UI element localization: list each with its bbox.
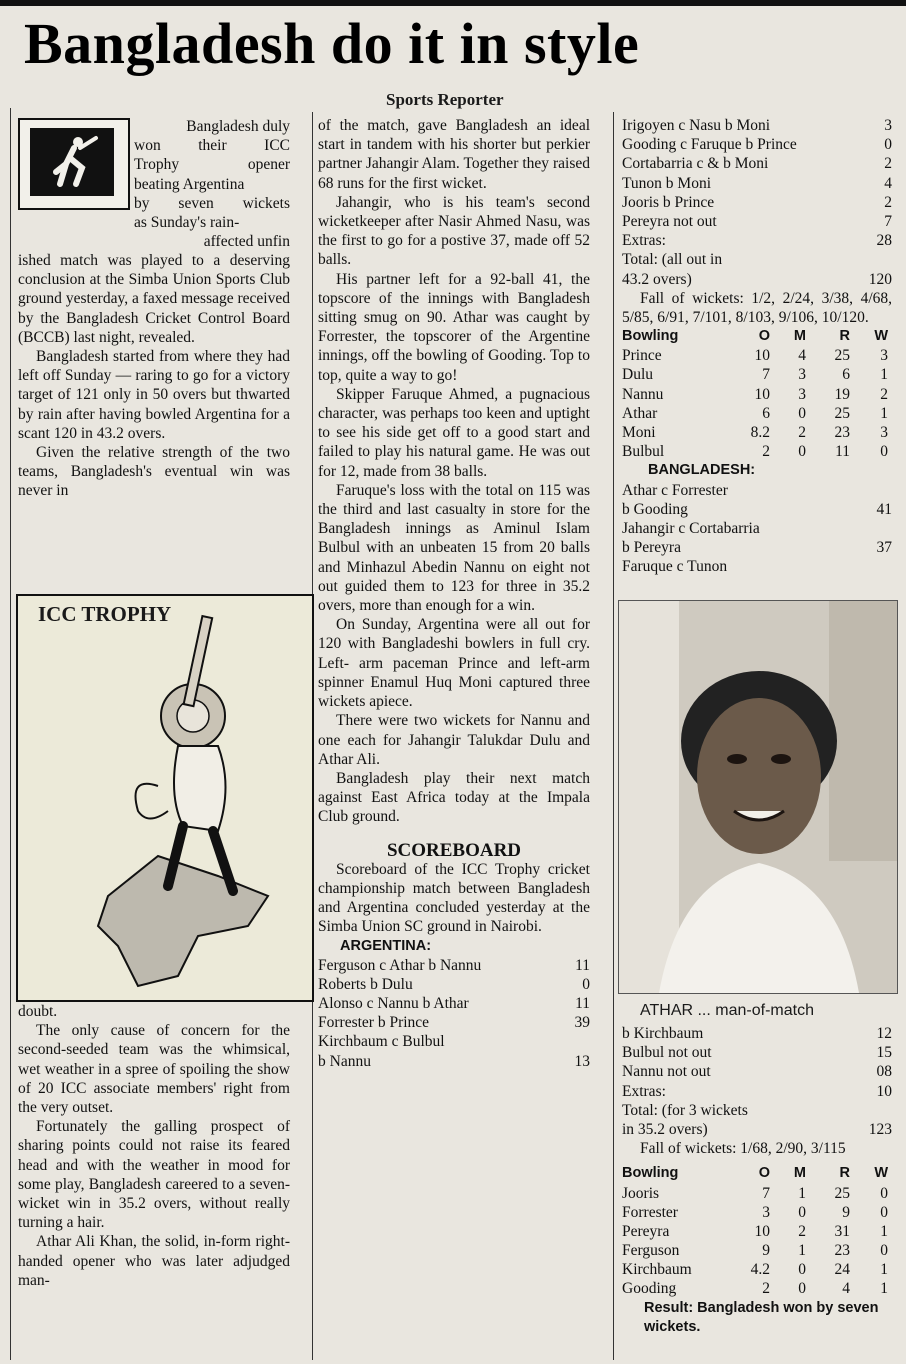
batsman-runs: 11	[575, 956, 590, 974]
batsman-name: Faruque c Tunon	[622, 558, 728, 576]
argentina-batting-row	[318, 975, 590, 994]
bowler-name: Moni	[622, 424, 656, 442]
intro-line: Trophy opener	[134, 156, 290, 174]
bowling-figure: 4	[842, 1280, 850, 1298]
bowling-figure: 3	[798, 366, 806, 384]
bowling-figure: 4	[798, 347, 806, 365]
bowling-row	[622, 442, 892, 461]
batsman-name: b Gooding	[622, 500, 688, 518]
batsman-runs: 08	[876, 1063, 892, 1081]
batsman-name: Cortabarria c & b Moni	[622, 155, 769, 173]
bangladesh-label: BANGLADESH:	[648, 462, 756, 479]
batsman-name: Forrester b Prince	[318, 1014, 430, 1032]
bowling-header-cell: R	[839, 1165, 850, 1182]
bowling-figure: 25	[834, 1184, 850, 1202]
batsman-runs: 4	[884, 174, 892, 192]
batsman-name: Extras:	[622, 1082, 666, 1100]
argentina-total-overs: 43.2 overs)	[622, 270, 692, 288]
argentina-total-line: Total: (all out in	[622, 251, 723, 269]
bangladesh-total-row	[622, 1120, 892, 1139]
batsman-name: Pereyra not out	[622, 212, 717, 230]
batsman-name: Bulbul not out	[622, 1044, 712, 1062]
paragraph: Fortunately the galling prospect of sharing points could not raise its feared head and with the weather in mood for some play, Bangladesh careered to a seven- wicket win in 35.2 overs, without really turning a hair.	[18, 1118, 290, 1232]
bowling-figure: 31	[834, 1222, 850, 1240]
bowling-figure: 3	[880, 347, 888, 365]
batsman-runs: 10	[876, 1082, 892, 1100]
bowling-figure: 19	[834, 385, 850, 403]
batsman-name: Extras:	[622, 232, 666, 250]
batsman-runs: 28	[876, 232, 892, 250]
bangladesh-total-runs: 123	[868, 1120, 892, 1138]
batsman-name: Jooris b Prince	[622, 193, 715, 211]
bangladesh-batting-row	[622, 557, 892, 576]
bangladesh-batting-row	[622, 1082, 892, 1101]
batsman-runs: 11	[575, 995, 590, 1013]
bowler-name: Pereyra	[622, 1222, 670, 1240]
bowler-name: Ferguson	[622, 1242, 680, 1260]
argentina-batting-row	[622, 212, 892, 231]
paragraph: Faruque's loss with the total on 115 was the third and last casualty in store for the Bangladesh innings as Aminul Islam Bulbul with an unbeaten 15 from 20 balls and Minhazul Abedin Nannu on eight not out guided them to 123 for three in 35.2 overs, more than enough for a win.	[318, 481, 590, 615]
bowling-row	[622, 346, 892, 365]
argentina-batting-list	[318, 956, 590, 1071]
bowling-figure: 23	[834, 1242, 850, 1260]
bowler-name: Prince	[622, 347, 662, 365]
bowling-header-cell: Bowling	[622, 328, 679, 345]
bowling-header-cell: O	[758, 328, 770, 345]
batsman-name: b Nannu	[318, 1052, 371, 1070]
bowling-figure: 1	[880, 1222, 888, 1240]
icc-trophy-illustration	[16, 594, 314, 1002]
bowling-figure: 3	[880, 424, 888, 442]
paragraph: Athar Ali Khan, the solid, in-form right-handed opener who was later adjudged man-	[18, 1233, 290, 1289]
paragraph: Jahangir, who is his team's second wicketkeeper after Nasir Ahmed Nasu, was the first to go for a postive 37, made off 52 balls.	[318, 193, 590, 269]
paragraph: Skipper Faruque Ahmed, a pugnacious character, was perhaps too keen and uptight to see his side get off to a good start and failed to play his natural game. He was out for 12, made from 38 balls.	[318, 385, 590, 480]
intro-line: Bangladesh duly	[186, 118, 290, 135]
bowling-row	[622, 1222, 892, 1241]
argentina-batting-row	[318, 1013, 590, 1032]
paragraph: Given the relative strength of the two teams, Bangladesh's eventual win was never in	[18, 444, 290, 500]
intro-line: affected unfin	[203, 233, 290, 251]
col1-body	[18, 251, 290, 501]
match-result: Result: Bangladesh won by seven wickets.	[644, 1299, 879, 1335]
intro-line: by seven wickets	[134, 194, 290, 212]
headline: Bangladesh do it in style	[24, 11, 640, 76]
batsman-runs: 2	[884, 155, 892, 173]
batsman-runs: 7	[884, 212, 892, 230]
batsman-runs: 3	[884, 117, 892, 134]
byline: Sports Reporter	[386, 90, 504, 109]
argentina-batting-row	[318, 1052, 590, 1071]
batsman-name: Athar c Forrester	[622, 481, 728, 499]
bowling-figure: 0	[798, 1203, 806, 1221]
batsman-runs: 12	[876, 1025, 892, 1042]
scoreboard-heading: SCOREBOARD	[386, 839, 522, 861]
bowling-figure: 0	[880, 1184, 888, 1202]
batsman-name: Roberts b Dulu	[318, 975, 413, 993]
bangladesh-batting-list-continued	[622, 1024, 892, 1101]
bangladesh-batting-row	[622, 1024, 892, 1043]
paragraph: On Sunday, Argentina were all out for 120 with Bangladeshi bowlers in full cry. Left- arm paceman Prince and left-arm spinner Enamul Huq Moni captured three wickets apiece.	[318, 616, 590, 711]
trophy-title: ICC TROPHY	[38, 602, 172, 626]
col3-top	[622, 116, 892, 577]
bowling-figure: 9	[762, 1242, 770, 1260]
bowling-figure: 9	[842, 1203, 850, 1221]
intro-line: as Sunday's rain-	[134, 214, 240, 232]
bowling-figure: 1	[798, 1184, 806, 1202]
scoreboard-intro: Scoreboard of the ICC Trophy cricket championship match between Bangladesh and Argentina concluded yesterday at the Simba Union SC ground in Nairobi.	[318, 860, 590, 936]
bowling-figure: 0	[798, 1280, 806, 1298]
bowler-name: Dulu	[622, 366, 653, 384]
bangladesh-batting-list	[622, 481, 892, 577]
bowling-header-cell: W	[874, 328, 888, 345]
paragraph: Bangladesh started from where they had left off Sunday — raring to go for a victory target of 121 only in 50 overs but thwarted by rain after having bowled Argentina for a scant 120 in 43.2 overs.	[18, 348, 290, 442]
bangladesh-batting-row	[622, 1062, 892, 1081]
argentina-total-runs: 120	[868, 270, 892, 288]
bowling-figure: 1	[798, 1242, 806, 1260]
bangladesh-bowling-table	[622, 327, 892, 461]
batsman-name: Kirchbaum c Bulbul	[318, 1033, 445, 1051]
bowling-row	[622, 404, 892, 423]
bowling-figure: 0	[798, 443, 806, 461]
bowling-figure: 10	[754, 347, 770, 365]
bowling-row	[622, 1260, 892, 1279]
bowling-figure: 2	[798, 424, 806, 442]
batsman-name: Jahangir c Cortabarria	[622, 520, 760, 537]
argentina-batting-row	[622, 154, 892, 173]
paragraph: ished match was played to a deserving conclusion at the Simba Union Sports Club ground yesterday, a faxed message received by the Bangladesh Cricket Control Board (BCCB) last night, revealed.	[18, 252, 290, 346]
bowling-figure: 10	[754, 1222, 770, 1240]
bowling-figure: 1	[880, 404, 888, 422]
col1-intro	[134, 117, 290, 251]
bangladesh-batting-row	[622, 1043, 892, 1062]
batsman-runs: 0	[884, 136, 892, 154]
bowling-figure: 2	[798, 1222, 806, 1240]
bowler-name: Gooding	[622, 1280, 677, 1298]
argentina-batting-row	[318, 1032, 590, 1051]
paragraph: of the match, gave Bangladesh an ideal start in tandem with his shorter but perkier partner Jahangir Alam. Together they raised 68 runs for the first wicket.	[318, 117, 590, 192]
bangladesh-batting-row	[622, 538, 892, 557]
bowling-header-cell: W	[874, 1165, 888, 1182]
paragraph: His partner left for a 92-ball 41, the topscore of the innings with Bangladesh sitting smug on 90. Athar was caught by Forrester, the topscorer of the Argentine innings, off the bowling of Gooding. Top to top, quite a way to go!	[318, 270, 590, 384]
bowling-figure: 1	[880, 1280, 888, 1298]
argentina-bowling-table	[622, 1164, 892, 1298]
paragraph: doubt.	[18, 1003, 58, 1020]
bowling-figure: 4.2	[750, 1261, 770, 1279]
bowling-row	[622, 365, 892, 384]
bowling-figure: 25	[834, 404, 850, 422]
bowling-figure: 25	[834, 347, 850, 365]
batsman-name: Nannu not out	[622, 1063, 711, 1081]
bowling-row	[622, 1184, 892, 1203]
col1-bottom	[18, 1002, 290, 1290]
bangladesh-total-line: Total: (for 3 wickets	[622, 1101, 748, 1119]
batsman-runs: 13	[574, 1052, 590, 1070]
bowling-row	[622, 423, 892, 442]
bowling-figure: 0	[798, 1261, 806, 1279]
bowler-name: Nannu	[622, 385, 664, 403]
batsman-runs: 15	[876, 1044, 892, 1062]
bowling-row	[622, 1279, 892, 1298]
bowling-figure: 7	[762, 366, 770, 384]
batsman-name: Tunon b Moni	[622, 174, 712, 192]
bowling-figure: 3	[762, 1203, 770, 1221]
bowling-header-row	[622, 1164, 892, 1183]
bowling-figure: 10	[754, 385, 770, 403]
top-rule	[0, 0, 906, 6]
bowling-row	[622, 1241, 892, 1260]
paragraph: There were two wickets for Nannu and one each for Jahangir Talukdar Dulu and Athar Ali.	[318, 712, 590, 768]
bangladesh-batting-row	[622, 519, 892, 538]
argentina-fall-of-wickets: Fall of wickets: 1/2, 2/24, 3/38, 4/68, 5/85, 6/91, 7/101, 8/103, 9/106, 10/120.	[622, 289, 892, 326]
bowling-header-cell: M	[793, 328, 806, 345]
photo-caption: ATHAR ... man-of-match	[640, 1002, 814, 1019]
paragraph: Bangladesh play their next match against East Africa today at the Impala Club ground.	[318, 769, 590, 826]
bowler-name: Kirchbaum	[622, 1261, 692, 1279]
column-rule-2	[613, 112, 614, 1360]
bowling-header-cell: Bowling	[622, 1165, 679, 1182]
bowling-header-cell: R	[839, 328, 850, 345]
intro-line: won their ICC	[134, 137, 290, 155]
bowler-name: Athar	[622, 404, 658, 422]
athar-photo	[618, 600, 898, 994]
bowling-header-cell: O	[758, 1165, 770, 1182]
argentina-batting-row	[622, 174, 892, 193]
bowling-figure: 1	[880, 1261, 888, 1279]
bowler-name: Jooris	[622, 1184, 660, 1202]
bangladesh-batting-row	[622, 481, 892, 500]
batsman-name: Alonso c Nannu b Athar	[318, 995, 469, 1013]
argentina-batting-row	[622, 193, 892, 212]
argentina-batting-row	[622, 231, 892, 250]
intro-line: beating Argentina	[134, 175, 245, 193]
batsman-name: b Pereyra	[622, 539, 681, 557]
bowler-name: Bulbul	[622, 443, 665, 461]
argentina-label: ARGENTINA:	[340, 937, 432, 954]
batsman-runs: 0	[582, 975, 590, 993]
batsman-runs: 39	[574, 1014, 590, 1032]
batsman-runs: 41	[876, 500, 892, 518]
bowling-figure: 6	[842, 366, 850, 384]
bowling-figure: 23	[834, 424, 850, 442]
paragraph: The only cause of concern for the second-seeded team was the whimsical, wet weather in a spree of spoiling the show of 20 ICC associate members' right from the very outset.	[18, 1022, 290, 1117]
bangladesh-total-overs: in 35.2 overs)	[622, 1120, 708, 1138]
bowling-figure: 7	[762, 1184, 770, 1202]
bowling-header-row	[622, 327, 892, 346]
bowling-figure: 24	[834, 1261, 850, 1279]
argentina-total-row	[622, 270, 892, 289]
batsman-runs: 37	[876, 539, 892, 557]
bowling-header-cell: M	[793, 1165, 806, 1182]
bowling-figure: 3	[798, 385, 806, 403]
bowling-row	[622, 385, 892, 404]
bowling-figure: 6	[762, 404, 770, 422]
bowling-figure: 0	[798, 404, 806, 422]
bowling-figure: 0	[880, 1242, 888, 1260]
batsman-name: b Kirchbaum	[622, 1025, 704, 1042]
bangladesh-fall-of-wickets: Fall of wickets: 1/68, 2/90, 3/115	[640, 1140, 846, 1158]
column-rule-left	[10, 108, 11, 1360]
batsman-runs: 2	[884, 193, 892, 211]
bowling-figure: 2	[762, 1280, 770, 1298]
bangladesh-batting-row	[622, 500, 892, 519]
bowling-figure: 8.2	[750, 424, 770, 442]
bowling-figure: 0	[880, 1203, 888, 1221]
bowling-row	[622, 1203, 892, 1222]
col2-body	[318, 116, 590, 1071]
argentina-batting-row	[622, 135, 892, 154]
lion-batsman-icon	[18, 596, 308, 996]
bowling-figure: 2	[880, 385, 888, 403]
bowling-figure: 0	[880, 443, 888, 461]
batsman-name: Gooding c Faruque b Prince	[622, 136, 797, 154]
argentina-batting-list-continued	[622, 116, 892, 250]
bowling-figure: 1	[880, 366, 888, 384]
cricket-logo	[18, 118, 130, 210]
bowler-name: Forrester	[622, 1203, 678, 1221]
argentina-batting-row	[318, 956, 590, 975]
bowling-figure: 2	[762, 443, 770, 461]
cricketer-icon	[30, 128, 114, 196]
batsman-name: Irigoyen c Nasu b Moni	[622, 117, 771, 134]
batsman-name: Ferguson c Athar b Nannu	[318, 956, 482, 974]
col3-bottom	[622, 1024, 892, 1337]
argentina-batting-row	[318, 994, 590, 1013]
bowling-figure: 11	[835, 443, 850, 461]
argentina-batting-row	[622, 116, 892, 135]
